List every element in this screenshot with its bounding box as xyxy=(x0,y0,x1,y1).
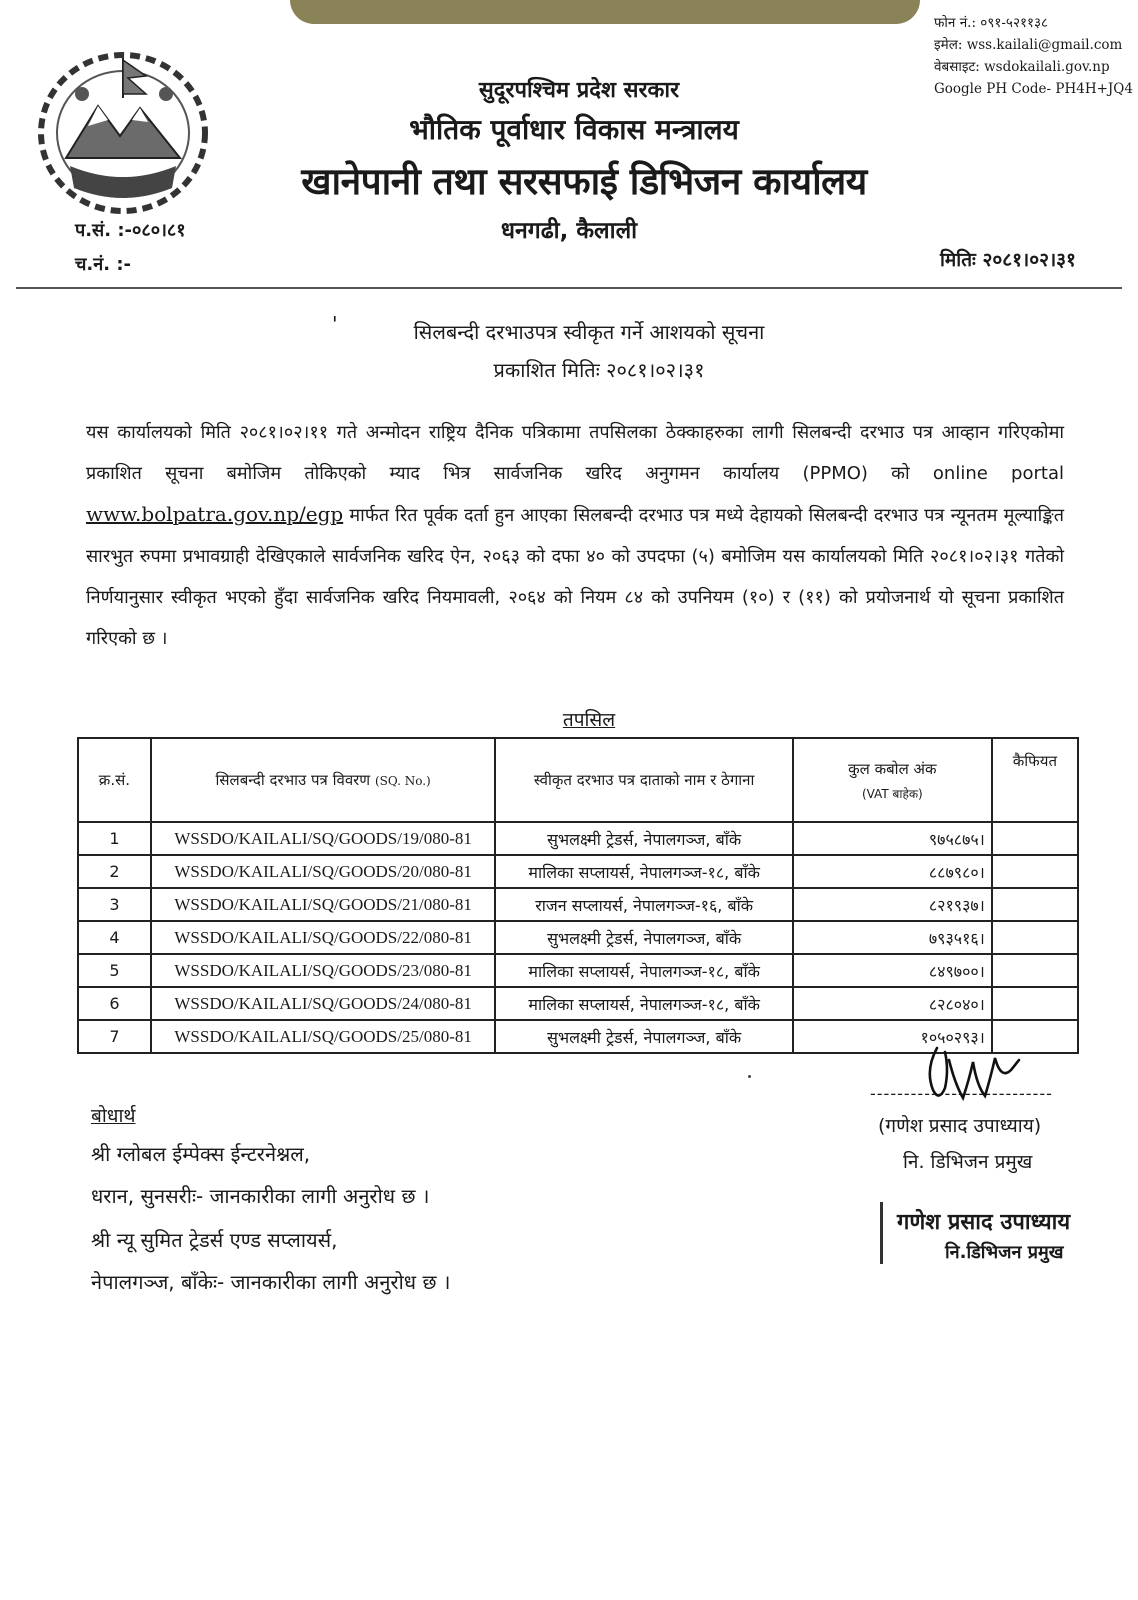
header-amount-sub: (VAT बाहेक) xyxy=(861,786,923,801)
cell-remarks xyxy=(992,954,1078,987)
header-description-sub: (SQ. No.) xyxy=(374,774,431,788)
dispatch-number: च.नं. :- xyxy=(75,254,132,275)
cell-remarks xyxy=(992,888,1078,921)
contact-phone: फोन नं.: ०९१-५२११३८ xyxy=(934,15,1049,31)
cell-sq-number: WSSDO/KAILALI/SQ/GOODS/25/080-81 xyxy=(151,1020,496,1053)
header-divider xyxy=(16,287,1122,289)
notice-published-date: प्रकाशित मितिः २०८१।०२।३१ xyxy=(493,358,705,382)
cell-sq-number: WSSDO/KAILALI/SQ/GOODS/20/080-81 xyxy=(151,855,496,888)
speck xyxy=(748,1075,751,1078)
letter-date: मितिः २०८१।०२।३१ xyxy=(940,249,1076,271)
bullet-mark: ' xyxy=(332,312,338,336)
header-amount-label: कुल कबोल अंक xyxy=(848,759,937,778)
cc-line-3: श्री न्यू सुमित ट्रेडर्स एण्ड सप्लायर्स, xyxy=(91,1228,338,1252)
table-row xyxy=(78,822,1078,855)
cell-remarks xyxy=(992,822,1078,855)
office-location: धनगढी, कैलाली xyxy=(500,218,638,244)
cell-sn: 6 xyxy=(78,987,151,1020)
cell-amount: ८२८०४०। xyxy=(793,987,992,1020)
cell-sq-number: WSSDO/KAILALI/SQ/GOODS/22/080-81 xyxy=(151,921,496,954)
office-name: खानेपानी तथा सरसफाई डिभिजन कार्यालय xyxy=(301,160,867,203)
header-description-label: सिलबन्दी दरभाउ पत्र विवरण xyxy=(215,771,371,789)
cc-line-1: श्री ग्लोबल ईम्पेक्स ईन्टरनेश्नल, xyxy=(91,1142,311,1166)
bid-schedule-table xyxy=(77,737,1079,1054)
notice-body-part2: मार्फत रित पूर्वक दर्ता हुन आएका सिलबन्दी दरभाउ पत्र मध्ये देहायको सिलबन्दी दरभाउ पत्र न्यूनतम मूल्याङ्कित सारभुत रुपमा प्रभावग्राही देखिएकाले सार्वजनिक खरिद ऐन, २०६३ को दफा ४० को उपदफा (५) बमोजिम यस कार्यालयको मिति २०८१।०२।३१ गतेको निर्णयानुसार स्वीकृत भएको हुँदा सार्वजनिक खरिद नियमावली, २०६४ को नियम ८४ को उपनियम (१०) र (११) को प्रयोजनार्थ यो सूचना प्रकाशित गरिएको छ । xyxy=(86,505,1064,649)
table-row xyxy=(78,987,1078,1020)
header-sn: क्र.सं. xyxy=(78,738,151,822)
header-remarks: कैफियत xyxy=(992,738,1078,822)
signatory-name: (गणेश प्रसाद उपाध्याय) xyxy=(878,1115,1042,1137)
signature-line: --------------------------- xyxy=(870,1084,1053,1103)
stamp-bar xyxy=(880,1202,883,1264)
ppmo-portal-link[interactable]: www.bolpatra.gov.np/egp xyxy=(86,502,344,526)
table-row xyxy=(78,954,1078,987)
cell-amount: ७९३५१६। xyxy=(793,921,992,954)
contact-plus-code: Google PH Code- PH4H+JQ4 xyxy=(934,81,1133,97)
cell-remarks xyxy=(992,921,1078,954)
cell-remarks xyxy=(992,855,1078,888)
government-name: सुदूरपश्चिम प्रदेश सरकार xyxy=(478,78,680,103)
cell-sq-number: WSSDO/KAILALI/SQ/GOODS/23/080-81 xyxy=(151,954,496,987)
table-header-row xyxy=(78,738,1078,822)
contact-email: इमेल: wss.kailali@gmail.com xyxy=(934,37,1123,53)
cell-amount: ९७५८७५। xyxy=(793,822,992,855)
cell-sq-number: WSSDO/KAILALI/SQ/GOODS/21/080-81 xyxy=(151,888,496,921)
cell-sn: 2 xyxy=(78,855,151,888)
cell-amount: ८८७९८०। xyxy=(793,855,992,888)
table-row xyxy=(78,855,1078,888)
cell-sn: 5 xyxy=(78,954,151,987)
cell-sn: 7 xyxy=(78,1020,151,1053)
cc-line-4: नेपालगञ्ज, बाँकेः- जानकारीका लागी अनुरोध छ । xyxy=(91,1270,451,1294)
cell-bidder: मालिका सप्लायर्स, नेपालगञ्ज-१८, बाँके xyxy=(495,987,792,1020)
cell-amount: ८४९७००। xyxy=(793,954,992,987)
cell-bidder: राजन सप्लायर्स, नेपालगञ्ज-१६, बाँके xyxy=(495,888,792,921)
top-tab-shape xyxy=(290,0,920,24)
cell-bidder: मालिका सप्लायर्स, नेपालगञ्ज-१८, बाँके xyxy=(495,954,792,987)
header-description xyxy=(151,738,496,822)
cell-bidder: सुभलक्ष्मी ट्रेडर्स, नेपालगञ्ज, बाँके xyxy=(495,1020,792,1053)
cc-line-2: धरान, सुनसरीः- जानकारीका लागी अनुरोध छ । xyxy=(91,1184,430,1208)
cell-bidder: सुभलक्ष्मी ट्रेडर्स, नेपालगञ्ज, बाँके xyxy=(495,822,792,855)
cell-amount: ८२१९३७। xyxy=(793,888,992,921)
cell-sq-number: WSSDO/KAILALI/SQ/GOODS/24/080-81 xyxy=(151,987,496,1020)
contact-website: वेबसाइट: wsdokailali.gov.np xyxy=(934,59,1110,75)
cell-amount: १०५०२९३। xyxy=(793,1020,992,1053)
notice-body-part1: यस कार्यालयको मिति २०८१।०२।११ गते अन्मोदन राष्ट्रिय दैनिक पत्रिकामा तपसिलका ठेक्काहरुका लागी सिलबन्दी दरभाउ पत्र आव्हान गरिएकोमा प्रकाशित सूचना बमोजिम तोकिएको म्याद भित्र सार्वजनिक खरिद अनुगमन कार्यालय (PPMO) को online portal xyxy=(86,422,1064,484)
table-row xyxy=(78,888,1078,921)
cell-sn: 1 xyxy=(78,822,151,855)
cell-sn: 3 xyxy=(78,888,151,921)
signatory-title: नि. डिभिजन प्रमुख xyxy=(903,1151,1033,1173)
stamp-name: गणेश प्रसाद उपाध्याय xyxy=(897,1210,1071,1235)
notice-title: सिलबन्दी दरभाउपत्र स्वीकृत गर्ने आशयको सूचना xyxy=(413,320,765,344)
ministry-name: भौतिक पूर्वाधार विकास मन्त्रालय xyxy=(409,113,739,146)
cc-heading: बोधार्थ xyxy=(91,1105,136,1127)
cell-bidder: सुभलक्ष्मी ट्रेडर्स, नेपालगञ्ज, बाँके xyxy=(495,921,792,954)
stamp-title: नि.डिभिजन प्रमुख xyxy=(945,1242,1064,1263)
cell-bidder: मालिका सप्लायर्स, नेपालगञ्ज-१८, बाँके xyxy=(495,855,792,888)
cell-remarks xyxy=(992,987,1078,1020)
header-bidder: स्वीकृत दरभाउ पत्र दाताको नाम र ठेगाना xyxy=(495,738,792,822)
header-amount xyxy=(793,738,992,822)
table-row xyxy=(78,921,1078,954)
notice-body xyxy=(86,412,1064,659)
cell-sq-number: WSSDO/KAILALI/SQ/GOODS/19/080-81 xyxy=(151,822,496,855)
schedule-heading: तपसिल xyxy=(562,709,616,731)
cell-sn: 4 xyxy=(78,921,151,954)
fiscal-reference: प.सं. :-०८०।८१ xyxy=(75,220,186,241)
